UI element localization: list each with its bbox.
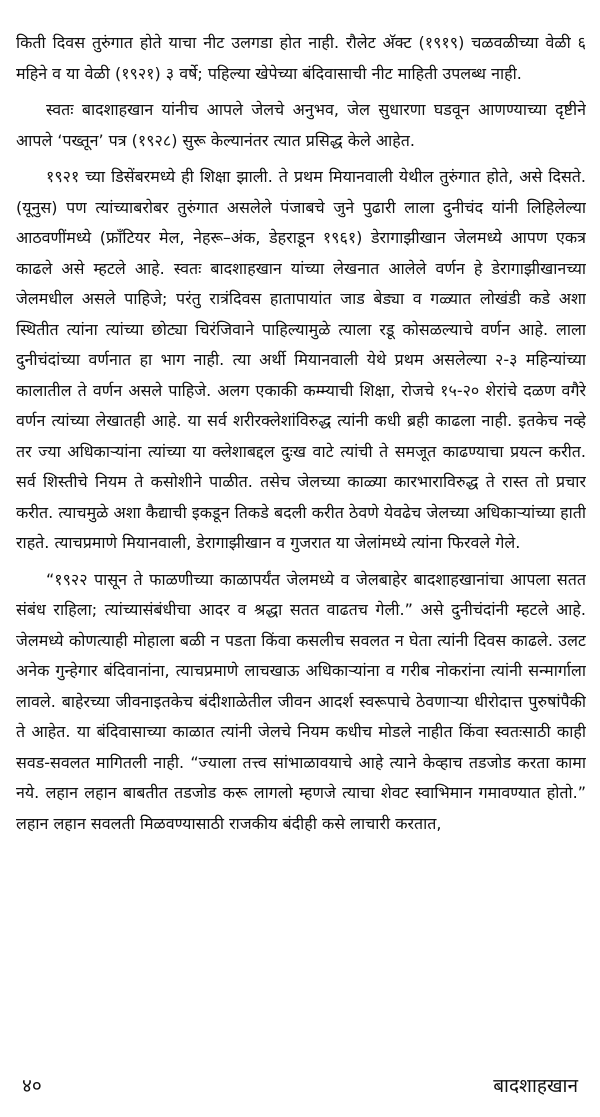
paragraph-4: “१९२२ पासून ते फाळणीच्या काळापर्यंत जेलमध्ये व जेलबाहेर बादशाहखानांचा आपला सतत संबंध राहिला; त्यांच्यासंबंधीचा आदर व श्रद्धा सतत वाढतच गेली.” असे दुनीचंदांनी म्हटले आहे. जेलमध्ये कोणत्याही मोहाला बळी न पडता किंवा कसलीच सवलत न घेता त्यांनी दिवस काढले. उलट अनेक गुन्हेगार बंदिवानांना, त्याचप्रमाणे लाचखाऊ अधिकाऱ्यांना व गरीब नोकरांना त्यांनी सन्मार्गाला लावले. बाहेरच्या जीवनाइतकेच बंदीशाळेतील जीवन आदर्श स्वरूपाचे ठेवणाऱ्या धीरोदात्त पुरुषांपैकी ते आहेत. या बंदिवासाच्या काळात त्यांनी जेलचे नियम कधीच मोडले नाहीत किंवा स्वतःसाठी काही सवड-सवलत मागितली नाही. “ज्याला तत्त्व सांभाळावयाचे आहे त्याने केव्हाच तडजोड करता कामा नये. लहान लहान बाबतीत तडजोड करू लागलो म्हणजे त्याचा शेवट स्वाभिमान गमावण्यात होतो.” लहान लहान सवलती मिळवण्यासाठी राजकीय बंदीही कसे लाचारी करतात, (16, 569, 586, 833)
running-title: बादशाहखान (493, 1075, 578, 1097)
page-number: ४० (22, 1075, 42, 1097)
page-footer (22, 1070, 578, 1100)
page-body (16, 28, 586, 1068)
paragraph-1: किती दिवस तुरुंगात होते याचा नीट उलगडा होत नाही. रौलेट अ‍ॅक्ट (१९१९) चळवळीच्या वेळी ६ महिने व या वेळी (१९२१) ३ वर्षे; पहिल्या खेपेच्या बंदिवासाची नीट माहिती उपलब्ध नाही. (16, 33, 586, 83)
paragraph-3: १९२१ च्या डिसेंबरमध्ये ही शिक्षा झाली. ते प्रथम मियानवाली येथील तुरुंगात होते, असे दिसते. (यूनुस) पण त्यांच्याबरोबर तुरुंगात असलेले पंजाबचे जुने पुढारी लाला दुनीचंद यांनी लिहिलेल्या आठवणींमध्ये (फ्रॉंटियर मेल, नेहरू–अंक, डेहराडून १९६१) डेरागाझीखान जेलमध्ये आपण एकत्र काढले असे म्हटले आहे. स्वतः बादशाहखान यांच्या लेखनात आलेले वर्णन हे डेरागाझीखानच्या जेलमधील असले पाहिजे; परंतु रात्रंदिवस हातापायांत जाड बेड्या व गळ्यात लोखंडी कडे अशा स्थितीत त्यांना त्यांच्या छोट्या चिरंजिवाने पाहिल्यामुळे त्याला रडू कोसळल्याचे वर्णन आहे. लाला दुनीचंदांच्या वर्णनात हा भाग नाही. त्या अर्थी मियानवाली येथे प्रथम असलेल्या २-३ महिन्यांच्या कालातील ते वर्णन असले पाहिजे. अलग एकाकी कम्म्याची शिक्षा, रोजचे १५-२० शेरांचे दळण वगैरे वर्णन त्यांच्या लेखातही आहे. या सर्व शरीरक्लेशांविरुद्ध त्यांनी कधी ब्रही काढला नाही. इतकेच नव्हे तर ज्या अधिकाऱ्यांना त्यांच्या या क्लेशाबद्दल दुःख वाटे त्यांची ते समजूत काढण्याचा प्रयत्न करीत. सर्व शिस्तीचे नियम ते कसोशीने पाळीत. तसेच जेलच्या काळ्या कारभाराविरुद्ध ते रास्त तो प्रचार करीत. त्याचमुळे अशा कैद्याची इकडून तिकडे बदली करीत ठेवणे येवढेच जेलच्या अधिकाऱ्यांच्या हाती राहते. त्याचप्रमाणे मियानवाली, डेरागाझीखान व गुजरात या जेलांमध्ये त्यांना फिरवले गेले. (16, 167, 586, 552)
paragraph-2: स्वतः बादशाहखान यांनीच आपले जेलचे अनुभव, जेल सुधारणा घडवून आणण्याच्या दृष्टीने आपले ‘पख्तून’ पत्र (१९२८) सुरू केल्यानंतर त्यात प्रसिद्ध केले आहेत. (16, 100, 586, 150)
